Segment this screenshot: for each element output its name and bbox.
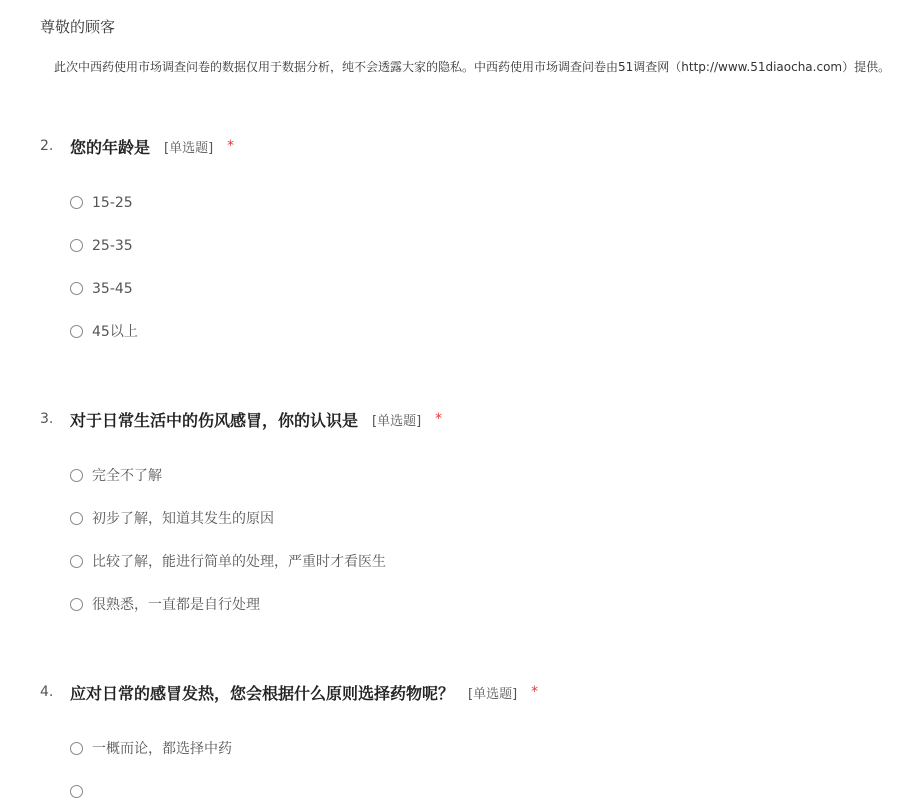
question-header — [40, 407, 880, 431]
option-label[interactable]: 很熟悉，一直都是自行处理 — [92, 597, 260, 613]
question-header — [40, 134, 880, 158]
question-number: 2. — [40, 138, 54, 154]
question-medicine-choice — [40, 680, 880, 757]
question-type-label: [单选题] — [164, 140, 214, 156]
intro-text: 此次中西药使用市场调查问卷的数据仅用于数据分析，纯不会透露大家的隐私。中西药使用市场调查问卷由51调查网（http://www.51diaocha.com）提供。 — [54, 60, 891, 74]
option-label[interactable]: 比较了解，能进行简单的处理，严重时才看医生 — [92, 554, 386, 570]
question-title: 应对日常的感冒发热，您会根据什么原则选择药物呢？ — [70, 683, 455, 703]
option-age-25-35[interactable] — [70, 235, 138, 278]
radio-button[interactable] — [70, 785, 83, 798]
option-label[interactable]: 完全不了解 — [92, 468, 162, 484]
question-type-label: [单选题] — [372, 413, 422, 429]
question-cold-awareness — [40, 407, 880, 613]
option-label[interactable]: 45以上 — [92, 324, 138, 340]
radio-button[interactable] — [70, 598, 83, 611]
option-age-15-25[interactable] — [70, 192, 138, 235]
radio-button[interactable] — [70, 282, 83, 295]
option-fair-understanding[interactable] — [70, 551, 386, 594]
option-partially-visible[interactable] — [70, 781, 232, 800]
question-title: 对于日常生活中的伤风感冒，你的认识是 — [70, 410, 359, 430]
option-very-familiar[interactable] — [70, 594, 386, 637]
required-marker: * — [227, 138, 235, 154]
question-type-label: [单选题] — [468, 686, 518, 702]
options-list — [70, 738, 232, 800]
radio-button[interactable] — [70, 555, 83, 568]
option-label[interactable]: 25-35 — [92, 238, 133, 254]
radio-button[interactable] — [70, 469, 83, 482]
option-label[interactable]: 15-25 — [92, 195, 133, 211]
option-basic-understanding[interactable] — [70, 508, 386, 551]
option-all-chinese-medicine[interactable] — [70, 738, 232, 781]
radio-button[interactable] — [70, 239, 83, 252]
question-title: 您的年龄是 — [70, 137, 151, 157]
required-marker: * — [435, 411, 443, 427]
greeting-text: 尊敬的顾客 — [40, 18, 116, 36]
question-header — [40, 680, 880, 704]
option-age-45-plus[interactable] — [70, 321, 138, 364]
option-label[interactable]: 初步了解，知道其发生的原因 — [92, 511, 274, 527]
option-age-35-45[interactable] — [70, 278, 138, 321]
radio-button[interactable] — [70, 196, 83, 209]
radio-button[interactable] — [70, 512, 83, 525]
options-list — [70, 465, 386, 637]
question-age — [40, 134, 880, 340]
question-number: 3. — [40, 411, 54, 427]
option-label[interactable]: 35-45 — [92, 281, 133, 297]
options-list — [70, 192, 138, 364]
required-marker: * — [531, 684, 539, 700]
question-number: 4. — [40, 684, 54, 700]
radio-button[interactable] — [70, 742, 83, 755]
radio-button[interactable] — [70, 325, 83, 338]
option-label[interactable]: 一概而论，都选择中药 — [92, 741, 232, 757]
option-not-understand[interactable] — [70, 465, 386, 508]
